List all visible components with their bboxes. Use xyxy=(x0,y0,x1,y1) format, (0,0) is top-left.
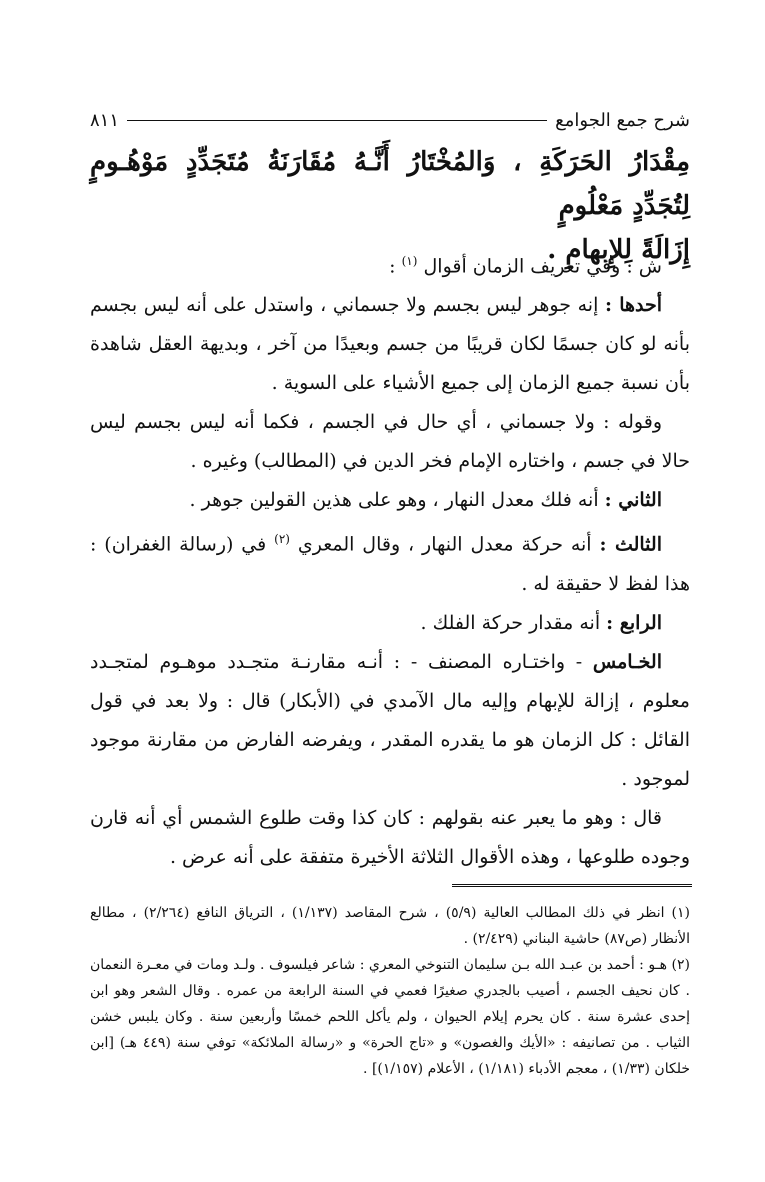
footnote-ref-2: (٢) xyxy=(274,532,290,547)
matn-line-1: مِقْدَارُ الحَرَكَةِ ، وَالمُخْتَارُ أَنَّـهُ مُقَارَنَةُ مُتَجَدِّدٍ مَوْهُـومٍ لِتُجَدِّدٍ مَعْلُومٍ xyxy=(90,147,690,221)
paragraph-1-text: إنه جوهر ليس بجسم ولا جسماني ، واستدل على أنه ليس بجسم بأنه لو كان جسمًا لكان قريبًا من جسم وبعيدًا من آخر ، وبديهة العقل شاهدة بأن نسبة جميع الزمان إلى جميع الأشياء على السوية . xyxy=(90,294,690,395)
paragraph-3-text: أنه فلك معدل النهار ، وهو على هذين القولين جوهر . xyxy=(189,489,605,512)
paragraph-3-lead: الثاني : xyxy=(604,489,662,512)
commentary-paragraph-4 xyxy=(90,520,690,603)
paragraph-4-lead: الثالث : xyxy=(599,533,662,556)
commentary-paragraph-5 xyxy=(90,604,690,643)
paragraph-5-text: أنه مقدار حركة الفلك . xyxy=(420,611,607,634)
matn-line-2: إِزَالَةً لِلإِبهامِ . xyxy=(547,235,690,265)
commentary-paragraph-7: قال : وهو ما يعبر عنه بقولهم : كان كذا وقت طلوع الشمس أي أنه قارن وجوده طلوعها ، وهذه الأقوال الثلاثة الأخيرة متفقة على أنه عرض . xyxy=(90,806,690,868)
footnote-ref-1: (١) xyxy=(401,254,418,268)
commentary-intro xyxy=(90,242,690,286)
paragraph-6-text: - واختـاره المصنف - : أنـه مقارنـة متجـدد موهـوم لمتجـدد معلوم ، إزالة للإبهام وإليه مال الآمدي في (الأبكار) قال : ولا بعد في قول القائل : كل الزمان هو ما يقدره المقدر ، ويفرضه الفارض من مقارنة موجود لموجود . xyxy=(90,650,690,790)
footnotes xyxy=(90,900,690,1082)
footnote-1: (١) انظر في ذلك المطالب العالية (٥/٩) ، شرح المقاصد (١/١٣٧) ، الترياق النافع (٢/٢٦٤) ، مطالع الأنظار (ص٨٧) حاشية البناني (٢/٤٢٩) . xyxy=(90,905,690,947)
commentary-text xyxy=(90,242,690,877)
paragraph-6-lead: الخـامس xyxy=(592,650,662,673)
commentary-intro-text: ش : وفي تعريف الزمان أقوال xyxy=(423,255,662,278)
commentary-paragraph-1 xyxy=(90,286,690,403)
footnote-2: (٢) هـو : أحمد بن عبـد الله بـن سليمان التنوخي المعري : شاعر فيلسوف . ولـد ومات في معـرة النعمان . كان نحيف الجسم ، أصيب بالجدري صغيرًا فعمي في السنة الرابعة من عمره . وقال الشعر وهو ابن إحدى عشرة سنة . كان يحرم إيلام الحيوان ، ولم يأكل اللحم خمسًا وأربعين سنة . وكان يلبس خشن الثياب . من تصانيفه : «الأيك والغصون» و «تاج الحرة» و «رسالة الملائكة» توفي سنة (٤٤٩ هـ) [ابن خلكان (١/٣٣) ، معجم الأدباء (١/١٨١) ، الأعلام (١/١٥٧)] . xyxy=(90,957,690,1077)
paragraph-4-text-end: في (رسالة الغفران) : هذا لفظ لا حقيقة له . xyxy=(90,533,690,595)
paragraph-4-text: أنه حركة معدل النهار ، وقال المعري xyxy=(297,533,600,556)
paragraph-1-lead: أحدها : xyxy=(604,294,663,317)
footnote-separator xyxy=(452,884,692,887)
header-rule xyxy=(127,120,547,121)
paragraph-5-lead: الرابع : xyxy=(606,611,662,634)
running-header xyxy=(90,100,690,140)
commentary-paragraph-3 xyxy=(90,481,690,520)
commentary-intro-end: : xyxy=(389,255,402,278)
page-number: ٨١١ xyxy=(90,109,120,131)
commentary-paragraph-6 xyxy=(90,643,690,799)
commentary-paragraph-2: وقوله : ولا جسماني ، أي حال في الجسم ، فكما أنه ليس بجسم ليس حالا في جسم ، واختاره الإمام فخر الدين في (المطالب) وغيره . xyxy=(90,411,690,473)
running-title: شرح جمع الجوامع xyxy=(555,109,690,131)
